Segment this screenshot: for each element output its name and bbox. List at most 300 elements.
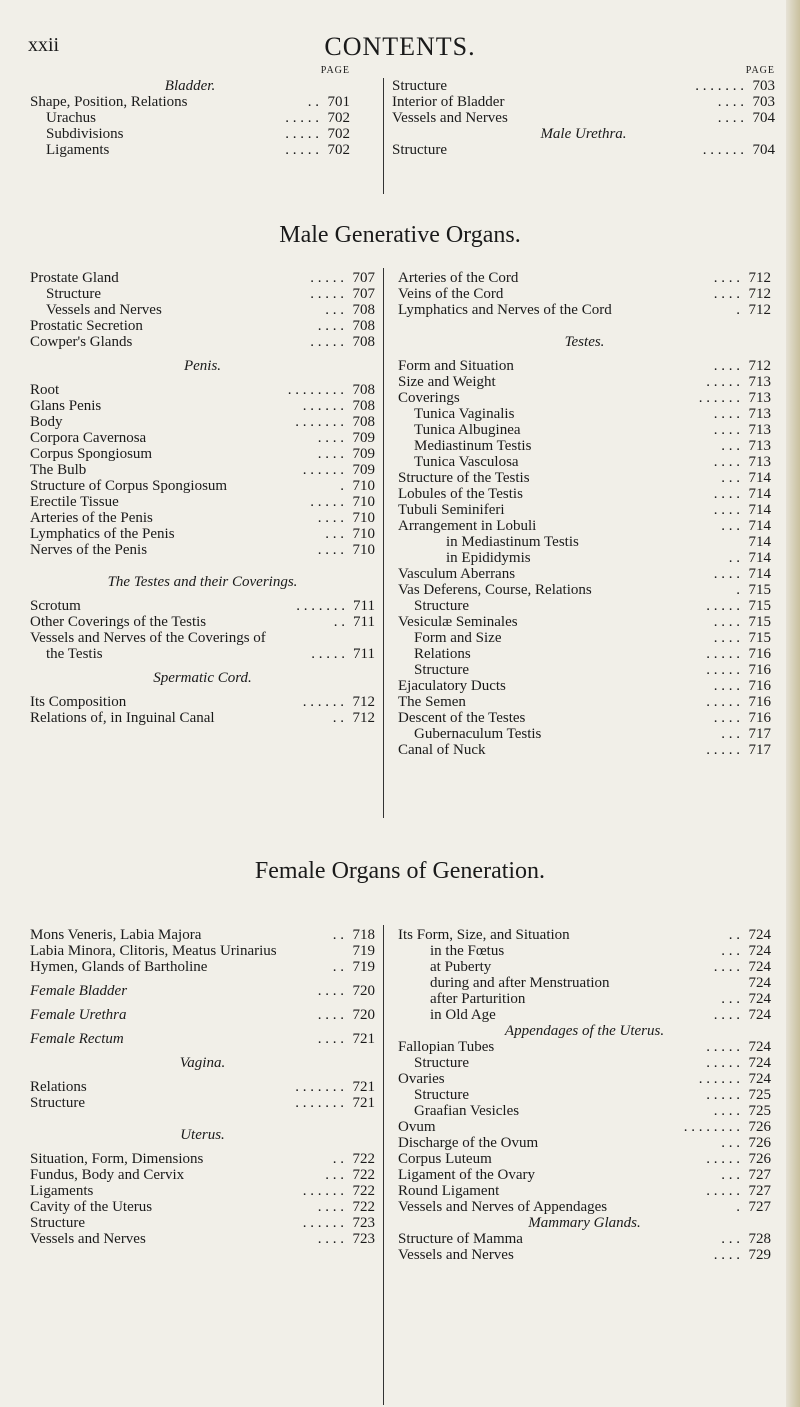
toc-entry: [398, 302, 771, 318]
toc-leader-dots: . . . . . .: [302, 694, 344, 710]
toc-entry-title: Its Form, Size, and Situation: [398, 927, 570, 943]
toc-entry-title: Coverings: [398, 390, 460, 406]
toc-entry-title: Nerves of the Penis: [30, 542, 148, 558]
toc-entry-page: 707: [352, 270, 375, 286]
toc-entry: [30, 1007, 375, 1023]
toc-entry-title: Labia Minora, Clitoris, Meatus Urinarius: [30, 943, 277, 959]
toc-entry: [30, 983, 375, 999]
toc-entry: [398, 1039, 771, 1055]
toc-entry-title: Vessels and Nerves: [392, 110, 508, 126]
toc-entry: [30, 94, 350, 110]
toc-urethra-column: [392, 64, 775, 158]
section-heading-female: Female Organs of Generation.: [254, 858, 546, 884]
toc-entry-page: 708: [352, 398, 375, 414]
toc-entry-page: 725: [748, 1103, 771, 1119]
toc-entry-title: Glans Penis: [30, 398, 102, 414]
toc-leader-dots: . . . . .: [706, 1183, 740, 1199]
toc-leader-dots: . .: [333, 614, 345, 630]
toc-entry: [398, 502, 771, 518]
toc-female-left-column: [30, 927, 375, 1247]
toc-entry-page: 717: [748, 742, 771, 758]
toc-leader-dots: . . . . . .: [302, 462, 344, 478]
toc-entry: [398, 959, 771, 975]
page-column-label: [392, 64, 775, 78]
toc-entry-title: Veins of the Cord: [398, 286, 504, 302]
toc-entry-page: 714: [748, 550, 771, 566]
toc-entry-page: 709: [352, 446, 375, 462]
toc-leader-dots: . . .: [721, 943, 740, 959]
toc-entry-title: Structure: [414, 1087, 469, 1103]
toc-entry: [30, 630, 375, 646]
toc-entry-title: Descent of the Testes: [398, 710, 526, 726]
toc-entry: [30, 318, 375, 334]
toc-entry-page: 722: [352, 1199, 375, 1215]
toc-entry-page: 719: [352, 943, 375, 959]
column-divider: [383, 268, 384, 818]
toc-leader-dots: . . . .: [713, 486, 740, 502]
toc-leader-dots: . . . . .: [706, 1087, 740, 1103]
toc-entry: [398, 927, 771, 943]
toc-entry-title: Shape, Position, Relations: [30, 94, 188, 110]
toc-entry-title: The Bulb: [30, 462, 87, 478]
toc-entry-page: 716: [748, 662, 771, 678]
toc-leader-dots: . . . . .: [706, 694, 740, 710]
spacer: [30, 1071, 375, 1079]
toc-entry-title: Relations of, in Inguinal Canal: [30, 710, 215, 726]
spacer: [30, 1143, 375, 1151]
toc-entry-title: in Mediastinum Testis: [446, 534, 579, 550]
toc-entry: [30, 142, 350, 158]
toc-entry: [398, 1087, 771, 1103]
toc-entry-title: Vasculum Aberrans: [398, 566, 516, 582]
toc-entry: [398, 358, 771, 374]
toc-entry-title: Interior of Bladder: [392, 94, 505, 110]
toc-entry-title: Structure: [392, 78, 447, 94]
toc-entry-page: 714: [748, 534, 771, 550]
toc-leader-dots: . . . .: [713, 1007, 740, 1023]
toc-entry-page: 714: [748, 566, 771, 582]
toc-entry: [30, 943, 375, 959]
toc-entry: [398, 662, 771, 678]
toc-female-right-column: [398, 927, 771, 1263]
toc-entry-title: Vessels and Nerves of the Coverings of: [30, 630, 266, 646]
toc-entry-page: 722: [352, 1151, 375, 1167]
toc-entry: [30, 959, 375, 975]
toc-leader-dots: . . . .: [713, 454, 740, 470]
toc-entry-title: Prostatic Secretion: [30, 318, 143, 334]
toc-entry-title: Vessels and Nerves of Appendages: [398, 1199, 608, 1215]
toc-leader-dots: . . .: [721, 726, 740, 742]
toc-leader-dots: . . . .: [713, 270, 740, 286]
toc-entry: [392, 78, 775, 94]
toc-entry-page: 701: [327, 94, 350, 110]
toc-entry-title: Vas Deferens, Course, Relations: [398, 582, 592, 598]
toc-entry: [398, 566, 771, 582]
toc-leader-dots: . . .: [325, 1167, 344, 1183]
spacer: [30, 662, 375, 670]
toc-entry-title: Ligaments: [30, 1183, 94, 1199]
toc-entry: [30, 1031, 375, 1047]
toc-entry: [398, 286, 771, 302]
toc-leader-dots: .: [736, 1199, 740, 1215]
toc-leader-dots: .: [340, 478, 344, 494]
toc-subheading: Spermatic Cord.: [153, 670, 252, 686]
toc-leader-dots: . . . . . . .: [295, 1079, 344, 1095]
toc-entry-page: 723: [352, 1231, 375, 1247]
toc-subheading: Penis.: [183, 358, 222, 374]
toc-entry-title: Root: [30, 382, 60, 398]
toc-entry-title: Female Urethra: [30, 1007, 127, 1023]
toc-entry: [398, 390, 771, 406]
toc-entry-title: Hymen, Glands of Bartholine: [30, 959, 208, 975]
toc-entry-title: Erectile Tissue: [30, 494, 119, 510]
toc-entry-page: 709: [352, 430, 375, 446]
toc-entry-title: Tubuli Seminiferi: [398, 502, 505, 518]
toc-leader-dots: . . .: [325, 302, 344, 318]
toc-entry-title: Scrotum: [30, 598, 81, 614]
toc-entry-title: Structure: [414, 598, 469, 614]
toc-entry-page: 715: [748, 582, 771, 598]
toc-entry: [392, 142, 775, 158]
toc-leader-dots: . . . .: [713, 710, 740, 726]
toc-entry-page: 714: [748, 502, 771, 518]
toc-subheading: The Testes and their Coverings.: [107, 574, 298, 590]
toc-entry-title: Form and Size: [414, 630, 502, 646]
toc-entry: [30, 398, 375, 414]
toc-subheading: Uterus.: [180, 1127, 225, 1143]
toc-entry-page: 708: [352, 302, 375, 318]
toc-entry-page: 714: [748, 518, 771, 534]
toc-subheading: Male Urethra.: [540, 126, 627, 142]
toc-entry: [398, 518, 771, 534]
toc-subheading: Appendages of the Uterus.: [504, 1023, 665, 1039]
toc-entry-page: 710: [352, 494, 375, 510]
toc-entry-page: 724: [748, 991, 771, 1007]
section-heading-male: Male Generative Organs.: [279, 222, 521, 248]
toc-entry: [398, 422, 771, 438]
toc-entry: [30, 1095, 375, 1111]
toc-leader-dots: . .: [307, 94, 319, 110]
toc-entry: [30, 334, 375, 350]
toc-entry-page: 719: [352, 959, 375, 975]
toc-entry-page: 711: [353, 614, 375, 630]
toc-entry-title: Structure: [392, 142, 447, 158]
spacer: [30, 999, 375, 1007]
toc-entry-page: 702: [327, 142, 350, 158]
toc-leader-dots: . . . . . . .: [296, 598, 345, 614]
toc-entry-page: 727: [748, 1199, 771, 1215]
spacer: [30, 975, 375, 983]
toc-entry-title: Arteries of the Penis: [30, 510, 153, 526]
spacer: [30, 566, 375, 574]
toc-entry-title: Its Composition: [30, 694, 127, 710]
spacer: [30, 1111, 375, 1119]
toc-entry-title: Gubernaculum Testis: [414, 726, 542, 742]
toc-leader-dots: . .: [728, 550, 740, 566]
toc-entry-page: 710: [352, 526, 375, 542]
toc-leader-dots: . . . .: [713, 678, 740, 694]
toc-entry-title: Subdivisions: [46, 126, 124, 142]
toc-entry-title: Ligament of the Ovary: [398, 1167, 536, 1183]
spacer: [398, 318, 771, 326]
toc-leader-dots: . . . .: [317, 446, 344, 462]
toc-leader-dots: . . .: [721, 991, 740, 1007]
toc-leader-dots: . . . .: [713, 959, 740, 975]
toc-entry-title: Structure: [414, 1055, 469, 1071]
toc-entry-page: 712: [352, 694, 375, 710]
toc-leader-dots: . . . .: [317, 1199, 344, 1215]
toc-entry: [30, 1215, 375, 1231]
toc-entry: [30, 526, 375, 542]
toc-entry-page: 713: [748, 390, 771, 406]
toc-entry-page: 704: [752, 142, 775, 158]
toc-entry-title: Urachus: [46, 110, 96, 126]
toc-entry-page: 713: [748, 374, 771, 390]
toc-entry-title: Situation, Form, Dimensions: [30, 1151, 204, 1167]
spacer: [30, 1119, 375, 1127]
toc-leader-dots: . . . . . .: [702, 142, 744, 158]
toc-entry-title: Body: [30, 414, 63, 430]
toc-leader-dots: . . . . .: [706, 646, 740, 662]
toc-entry-title: Fallopian Tubes: [398, 1039, 495, 1055]
toc-entry-page: 720: [352, 983, 375, 999]
toc-leader-dots: . . . . .: [310, 494, 344, 510]
toc-entry-page: 710: [352, 510, 375, 526]
toc-entry-title: Structure of Corpus Spongiosum: [30, 478, 228, 494]
toc-entry-page: 716: [748, 694, 771, 710]
toc-entry-title: Lobules of the Testis: [398, 486, 523, 502]
toc-entry: [30, 302, 375, 318]
toc-entry: [398, 1071, 771, 1087]
toc-entry: [398, 270, 771, 286]
toc-leader-dots: . .: [332, 927, 344, 943]
toc-entry-title: Discharge of the Ovum: [398, 1135, 539, 1151]
toc-entry-page: 726: [748, 1119, 771, 1135]
toc-leader-dots: .: [736, 582, 740, 598]
toc-entry-page: 718: [352, 927, 375, 943]
toc-entry: [398, 454, 771, 470]
toc-entry-title: Vessels and Nerves: [46, 302, 162, 318]
toc-entry: [398, 1119, 771, 1135]
toc-entry-title: after Parturition: [430, 991, 526, 1007]
toc-entry-title: Structure: [30, 1215, 85, 1231]
toc-entry: [30, 1199, 375, 1215]
toc-bladder-column: [30, 64, 350, 158]
toc-subheading: Mammary Glands.: [528, 1215, 641, 1231]
toc-entry-title: Arteries of the Cord: [398, 270, 519, 286]
toc-entry-page: 724: [748, 1055, 771, 1071]
spacer: [30, 1047, 375, 1055]
toc-entry: [398, 598, 771, 614]
toc-entry-page: 713: [748, 438, 771, 454]
toc-entry-page: 727: [748, 1183, 771, 1199]
toc-leader-dots: . . . .: [713, 286, 740, 302]
toc-entry: [30, 1151, 375, 1167]
toc-entry-page: 708: [352, 414, 375, 430]
toc-entry-title: Fundus, Body and Cervix: [30, 1167, 185, 1183]
toc-leader-dots: . . . .: [713, 630, 740, 646]
toc-entry: [30, 614, 375, 630]
toc-leader-dots: . . . .: [317, 1007, 344, 1023]
toc-entry: [30, 710, 375, 726]
toc-entry-page: 721: [352, 1031, 375, 1047]
toc-entry: [398, 534, 771, 550]
toc-entry: [30, 598, 375, 614]
toc-leader-dots: . . . .: [713, 566, 740, 582]
toc-entry-title: Ejaculatory Ducts: [398, 678, 506, 694]
toc-entry: [30, 646, 375, 662]
toc-entry-page: 711: [353, 646, 375, 662]
toc-entry-title: Corpus Luteum: [398, 1151, 492, 1167]
toc-leader-dots: . . . .: [317, 1031, 344, 1047]
toc-entry-title: in Old Age: [430, 1007, 496, 1023]
toc-entry-page: 714: [748, 470, 771, 486]
toc-entry-page: 715: [748, 614, 771, 630]
toc-entry: [398, 1231, 771, 1247]
toc-entry-title: Corpus Spongiosum: [30, 446, 153, 462]
toc-entry-title: at Puberty: [430, 959, 492, 975]
toc-entry: [398, 1007, 771, 1023]
toc-entry: [30, 1231, 375, 1247]
toc-entry: [30, 462, 375, 478]
toc-entry: [30, 286, 375, 302]
page-label: PAGE: [320, 65, 350, 76]
toc-entry: [30, 510, 375, 526]
spacer: [30, 558, 375, 566]
toc-entry-page: 708: [352, 334, 375, 350]
toc-leader-dots: . . .: [721, 470, 740, 486]
toc-entry-page: 724: [748, 975, 771, 991]
toc-entry-page: 712: [748, 302, 771, 318]
toc-entry-title: Canal of Nuck: [398, 742, 486, 758]
toc-leader-dots: . . .: [721, 438, 740, 454]
toc-leader-dots: . . . .: [717, 110, 744, 126]
toc-leader-dots: . . .: [721, 1167, 740, 1183]
toc-leader-dots: . . . . .: [706, 1055, 740, 1071]
toc-entry: [398, 614, 771, 630]
toc-entry-page: 721: [352, 1095, 375, 1111]
spacer: [30, 350, 375, 358]
toc-entry: [30, 927, 375, 943]
toc-entry-title: Vesiculæ Seminales: [398, 614, 518, 630]
toc-entry: [30, 478, 375, 494]
toc-entry: [30, 126, 350, 142]
toc-entry-title: Female Rectum: [30, 1031, 124, 1047]
toc-leader-dots: . . . . . .: [698, 1071, 740, 1087]
toc-entry-title: Ovum: [398, 1119, 436, 1135]
toc-entry-page: 713: [748, 422, 771, 438]
page-column-label: [30, 64, 350, 78]
toc-entry-title: during and after Menstruation: [430, 975, 610, 991]
toc-entry-page: 724: [748, 959, 771, 975]
toc-leader-dots: . . . .: [317, 983, 344, 999]
toc-entry-page: 712: [748, 286, 771, 302]
toc-entry: [30, 1079, 375, 1095]
toc-subheading: Vagina.: [179, 1055, 226, 1071]
spacer: [398, 326, 771, 334]
toc-entry-page: 710: [352, 478, 375, 494]
toc-entry-title: Tunica Albuginea: [414, 422, 521, 438]
toc-entry-page: 722: [352, 1167, 375, 1183]
spacer: [30, 686, 375, 694]
toc-entry: [30, 110, 350, 126]
column-divider: [383, 925, 384, 1405]
toc-leader-dots: .: [736, 302, 740, 318]
toc-entry-page: 716: [748, 646, 771, 662]
toc-entry: [398, 694, 771, 710]
toc-entry-page: 713: [748, 406, 771, 422]
toc-entry-page: 723: [352, 1215, 375, 1231]
toc-entry-title: Arrangement in Lobuli: [398, 518, 537, 534]
toc-leader-dots: . .: [728, 927, 740, 943]
toc-leader-dots: . . .: [721, 1135, 740, 1151]
toc-entry-page: 710: [352, 542, 375, 558]
toc-entry-page: 729: [748, 1247, 771, 1263]
toc-entry-page: 717: [748, 726, 771, 742]
toc-entry: [398, 406, 771, 422]
toc-entry: [398, 1183, 771, 1199]
toc-leader-dots: . . . . . . .: [695, 78, 744, 94]
toc-entry-title: Form and Situation: [398, 358, 514, 374]
toc-entry-page: 724: [748, 943, 771, 959]
toc-entry-title: Structure: [46, 286, 101, 302]
toc-entry: [30, 694, 375, 710]
toc-leader-dots: . . . . . . .: [295, 1095, 344, 1111]
toc-entry: [398, 1199, 771, 1215]
toc-entry-title: Mons Veneris, Labia Majora: [30, 927, 202, 943]
toc-entry: [398, 1103, 771, 1119]
toc-entry-page: 716: [748, 678, 771, 694]
toc-leader-dots: . . . .: [713, 1247, 740, 1263]
toc-leader-dots: . . . . . .: [302, 1183, 344, 1199]
toc-entry-title: Corpora Cavernosa: [30, 430, 147, 446]
toc-entry: [398, 486, 771, 502]
toc-entry-title: Mediastinum Testis: [414, 438, 532, 454]
toc-entry: [398, 726, 771, 742]
toc-entry-page: 724: [748, 1071, 771, 1087]
toc-leader-dots: . . . .: [717, 94, 744, 110]
toc-entry-page: 702: [327, 126, 350, 142]
toc-leader-dots: . . .: [325, 526, 344, 542]
page-number: xxii: [28, 34, 60, 56]
toc-entry: [30, 270, 375, 286]
toc-leader-dots: . . . . . . . .: [683, 1119, 740, 1135]
toc-entry-page: 724: [748, 1007, 771, 1023]
toc-entry-title: Relations: [414, 646, 471, 662]
toc-entry-page: 716: [748, 710, 771, 726]
toc-entry-title: Cavity of the Uterus: [30, 1199, 153, 1215]
toc-entry-page: 715: [748, 598, 771, 614]
toc-entry: [30, 382, 375, 398]
toc-entry-title: in the Fœtus: [430, 943, 505, 959]
column-divider: [383, 78, 384, 194]
toc-leader-dots: . . . . .: [310, 286, 344, 302]
toc-entry-page: 704: [752, 110, 775, 126]
toc-leader-dots: . . . . .: [706, 742, 740, 758]
toc-entry: [30, 430, 375, 446]
toc-entry-page: 728: [748, 1231, 771, 1247]
toc-entry-title: Graafian Vesicles: [414, 1103, 520, 1119]
toc-entry-title: Lymphatics of the Penis: [30, 526, 175, 542]
toc-entry-page: 722: [352, 1183, 375, 1199]
toc-leader-dots: . .: [332, 710, 344, 726]
toc-leader-dots: . . . . .: [706, 662, 740, 678]
toc-entry: [398, 1151, 771, 1167]
toc-leader-dots: . . . . . .: [698, 390, 740, 406]
toc-entry: [30, 1167, 375, 1183]
toc-entry: [30, 414, 375, 430]
toc-entry: [392, 94, 775, 110]
